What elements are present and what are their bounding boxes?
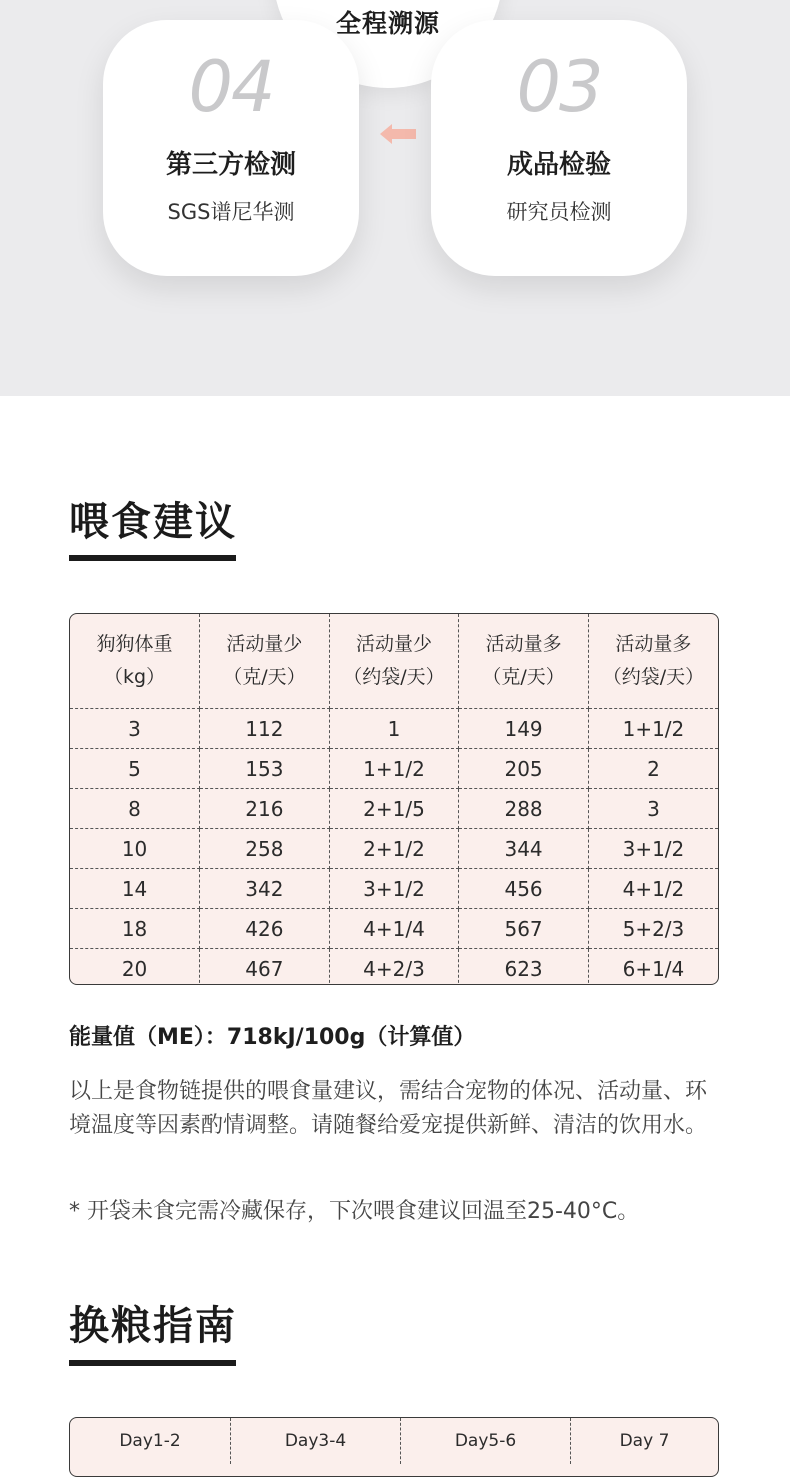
table-row <box>70 789 718 829</box>
table-cell: 3+1/2 <box>329 869 459 909</box>
table-row <box>70 949 718 986</box>
feeding-note: 以上是食物链提供的喂食量建议，需结合宠物的体况、活动量、环境温度等因素酌情调整。请随餐给爱宠提供新鲜、清洁的饮用水。 <box>69 1079 708 1138</box>
energy-value: 能量值（ME）：718kJ/100g（计算值） <box>69 1025 476 1050</box>
step-title: 成品检验 <box>506 150 611 180</box>
column-header: 活动量多 （克/天） <box>459 614 589 709</box>
step-subtitle: 研究员检测 <box>506 200 612 224</box>
storage-note: * 开袋未食完需冷藏保存，下次喂食建议回温至25-40°C。 <box>69 1199 640 1224</box>
column-header: Day1-2 <box>70 1418 231 1464</box>
table-cell: 5 <box>70 749 200 789</box>
table-cell: 426 <box>200 909 330 949</box>
column-header: 狗狗体重 （kg） <box>70 614 200 709</box>
table-row <box>70 709 718 749</box>
table-header-row <box>70 1418 718 1464</box>
process-section <box>0 0 790 396</box>
table-cell: 1 <box>329 709 459 749</box>
table-cell: 20 <box>70 949 200 986</box>
column-header: Day 7 <box>619 1431 670 1451</box>
table-cell: 2 <box>588 749 718 789</box>
switch-section-title: 换粮指南 <box>69 1303 237 1349</box>
table-cell: 344 <box>459 829 589 869</box>
table-cell: 205 <box>459 749 589 789</box>
table-cell: 258 <box>200 829 330 869</box>
title-underline <box>69 555 236 561</box>
table-cell: 18 <box>70 909 200 949</box>
step-subtitle: SGS谱尼华测 <box>167 200 295 224</box>
table-row <box>70 909 718 949</box>
table-cell: 149 <box>459 709 589 749</box>
table-cell: 288 <box>459 789 589 829</box>
table-cell: 2+1/2 <box>329 829 459 869</box>
table-cell: 4+2/3 <box>329 949 459 986</box>
table-cell: 567 <box>459 909 589 949</box>
title-underline <box>69 1360 236 1366</box>
table-cell: 456 <box>459 869 589 909</box>
process-step-card <box>103 20 359 276</box>
table-cell: 3 <box>70 709 200 749</box>
table-cell: 4+1/2 <box>588 869 718 909</box>
table-cell: 216 <box>200 789 330 829</box>
column-header: Day3-4 <box>231 1418 401 1464</box>
table-cell: 623 <box>459 949 589 986</box>
arrow-left-icon <box>380 124 416 144</box>
switch-guide-table <box>69 1417 719 1477</box>
step-number: 04 <box>188 46 274 128</box>
column-header: Day5-6 <box>401 1418 571 1464</box>
column-header: 活动量少 （约袋/天） <box>329 614 459 709</box>
table-row <box>70 829 718 869</box>
table-cell: 1+1/2 <box>588 709 718 749</box>
table-header-row <box>70 614 718 709</box>
table-row <box>70 869 718 909</box>
column-header: 活动量少 （克/天） <box>200 614 330 709</box>
table-cell: 2+1/5 <box>329 789 459 829</box>
table-cell: 1+1/2 <box>329 749 459 789</box>
feeding-table <box>69 613 719 985</box>
table-cell: 10 <box>70 829 200 869</box>
table-cell: 3 <box>588 789 718 829</box>
table-cell: 5+2/3 <box>588 909 718 949</box>
table-cell: 4+1/4 <box>329 909 459 949</box>
step-number: 03 <box>516 46 602 128</box>
table-cell: 3+1/2 <box>588 829 718 869</box>
table-cell: 112 <box>200 709 330 749</box>
feeding-section-title: 喂食建议 <box>69 499 237 545</box>
table-cell: 467 <box>200 949 330 986</box>
process-center-label: 全程溯源 <box>335 9 440 38</box>
step-title: 第三方检测 <box>165 150 296 180</box>
table-row <box>70 749 718 789</box>
process-step-card <box>431 20 687 276</box>
table-cell: 6+1/4 <box>622 956 685 981</box>
table-cell: 14 <box>70 869 200 909</box>
table-cell: 153 <box>200 749 330 789</box>
table-cell: 342 <box>200 869 330 909</box>
table-cell: 8 <box>70 789 200 829</box>
column-header: 活动量多 （约袋/天） <box>588 614 718 709</box>
